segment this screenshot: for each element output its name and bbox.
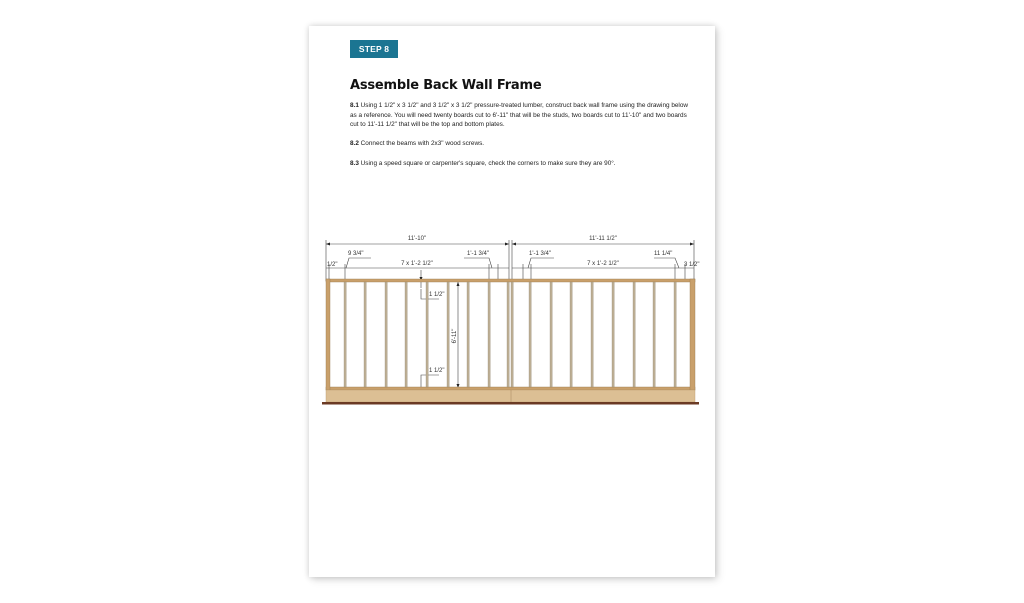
instruction-number: 8.3 <box>350 160 359 167</box>
instruction-text: Using 1 1/2" x 3 1/2" and 3 1/2" x 3 1/2" pressure-treated lumber, construct back wall frame using the drawing below as a reference. You will need twenty boards cut to 6'-11" that will be the studs, two boards cut to 11'-10" and two boards cut to 11'-11 1/2" that will be the top and bottom plates. <box>350 102 689 129</box>
dim-right-last-spacing: 11 1/4" <box>654 251 673 257</box>
dim-top-plate: 1 1/2" <box>429 292 445 298</box>
right-end-post <box>690 279 695 390</box>
studs <box>344 282 676 387</box>
instruction-number: 8.2 <box>350 140 359 147</box>
dim-right-spacing: 7 x 1'-2 1/2" <box>587 261 619 267</box>
instruction-page <box>309 26 715 577</box>
dim-left-last-spacing: 1'-1 3/4" <box>467 251 489 257</box>
top-plate <box>326 279 695 282</box>
dim-left-spacing: 7 x 1'-2 1/2" <box>401 261 433 267</box>
dim-left-total: 11'-10" <box>407 236 427 242</box>
wall-frame <box>322 279 699 405</box>
dim-left-first-spacing: 9 3/4" <box>348 251 364 257</box>
dim-left-offset: 1/2" <box>327 262 338 268</box>
dim-right-first-spacing: 1'-1 3/4" <box>529 251 551 257</box>
bottom-plate <box>326 387 695 390</box>
arrowheads <box>326 243 694 393</box>
dim-right-total: 11'-11 1/2" <box>589 236 617 242</box>
dim-right-offset: 3 1/2" <box>684 262 700 268</box>
sill-beam <box>326 390 695 402</box>
step-badge: STEP 8 <box>350 40 398 58</box>
instruction-number: 8.1 <box>350 102 359 109</box>
floor-line <box>322 402 699 405</box>
dimension-lines <box>326 240 694 398</box>
instruction-text: Connect the beams with 2x3" wood screws. <box>358 140 485 147</box>
dim-bottom-plate: 1 1/2" <box>429 368 445 374</box>
left-end-post <box>326 279 330 390</box>
dim-stud-height: 6'-11" <box>452 328 458 344</box>
page-title: Assemble Back Wall Frame <box>350 78 542 93</box>
wall-frame-diagram <box>309 26 715 577</box>
instruction-text: Using a speed square or carpenter's square, check the corners to make sure they are 90°. <box>358 160 616 167</box>
